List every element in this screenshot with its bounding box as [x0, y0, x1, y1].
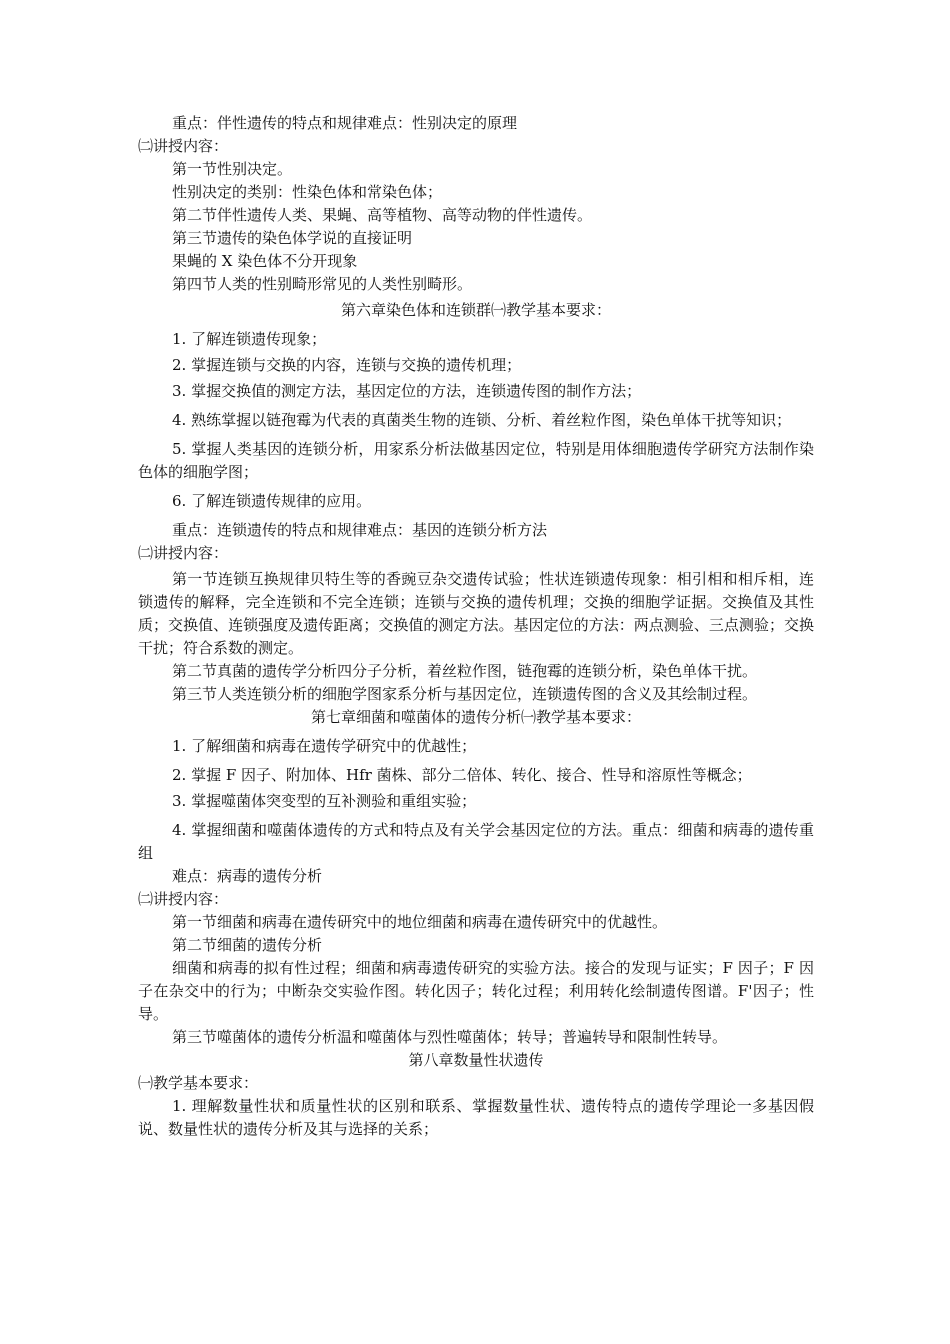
paragraph: 第一节性别决定。: [172, 160, 293, 178]
paragraph: 第四节人类的性别畸形常见的人类性别畸形。: [172, 275, 473, 293]
paragraph: 第三节人类连锁分析的细胞学图家系分析与基因定位，连锁遗传图的含义及其绘制过程。: [172, 685, 758, 703]
section-heading: ㈡讲授内容：: [138, 544, 229, 562]
list-item: 1. 了解细菌和病毒在遗传学研究中的优越性；: [172, 737, 477, 755]
document-page: [138, 112, 814, 1141]
paragraph: 难点：病毒的遗传分析: [172, 867, 323, 885]
list-item: 4. 熟练掌握以链孢霉为代表的真菌类生物的连锁、分析、着丝粒作图，染色单体干扰等知识；: [172, 411, 792, 429]
paragraph: 性别决定的类别：性染色体和常染色体；: [172, 183, 443, 201]
paragraph: 第三节噬菌体的遗传分析温和噬菌体与烈性噬菌体；转导；普遍转导和限制性转导。: [172, 1028, 728, 1046]
list-item: 4. 掌握细菌和噬菌体遗传的方式和特点及有关学会基因定位的方法。重点：细菌和病毒的遗传重组: [138, 821, 814, 862]
paragraph: 第一节细菌和病毒在遗传研究中的地位细菌和病毒在遗传研究中的优越性。: [172, 913, 668, 931]
list-item: 1. 理解数量性状和质量性状的区别和联系、掌握数量性状、遗传特点的遗传学理论一多基因假说、数量性状的遗传分析及其与选择的关系；: [138, 1097, 814, 1138]
section-heading: ㈡讲授内容：: [138, 137, 229, 155]
paragraph: 第二节真菌的遗传学分析四分子分析，着丝粒作图，链孢霉的连锁分析，染色单体干扰。: [172, 662, 758, 680]
key-points-line: 重点：伴性遗传的特点和规律难点：性别决定的原理: [172, 114, 518, 132]
section-heading: ㈠教学基本要求：: [138, 1074, 259, 1092]
chapter-title: 第六章染色体和连锁群㈠教学基本要求：: [340, 301, 611, 319]
paragraph: 细菌和病毒的拟有性过程；细菌和病毒遗传研究的实验方法。接合的发现与证实；F 因子；F 因子在杂交中的行为；中断杂交实验作图。转化因子；转化过程；利用转化绘制遗传图谱。F'因子；性导。: [138, 959, 814, 1023]
paragraph: 第二节伴性遗传人类、果蝇、高等植物、高等动物的伴性遗传。: [172, 206, 593, 224]
list-item: 3. 掌握交换值的测定方法，基因定位的方法，连锁遗传图的制作方法；: [172, 382, 642, 400]
list-item: 6. 了解连锁遗传规律的应用。: [172, 492, 372, 510]
paragraph: 第一节连锁互换规律贝特生等的香豌豆杂交遗传试验；性状连锁遗传现象：相引相和相斥相，连锁遗传的解释，完全连锁和不完全连锁；连锁与交换的遗传机理；交换的细胞学证据。交换值及其性质；交换值、连锁强度及遗传距离；交换值的测定方法。基因定位的方法：两点测验、三点测验；交换干扰；符合系数的测定。: [138, 570, 814, 657]
chapter-title: 第七章细菌和噬菌体的遗传分析㈠教学基本要求：: [310, 708, 641, 726]
list-item: 1. 了解连锁遗传现象；: [172, 330, 327, 348]
list-item: 5. 掌握人类基因的连锁分析，用家系分析法做基因定位，特别是用体细胞遗传学研究方法制作染色体的细胞学图；: [138, 440, 814, 481]
list-item: 3. 掌握噬菌体突变型的互补测验和重组实验；: [172, 792, 477, 810]
paragraph: 第二节细菌的遗传分析: [172, 936, 323, 954]
section-heading: ㈡讲授内容：: [138, 890, 229, 908]
paragraph: 第三节遗传的染色体学说的直接证明: [172, 229, 413, 247]
key-points-line: 重点：连锁遗传的特点和规律难点：基因的连锁分析方法: [172, 521, 548, 539]
list-item: 2. 掌握 F 因子、附加体、Hfr 菌株、部分二倍体、转化、接合、性导和溶原性等概念；: [172, 766, 752, 784]
paragraph: 果蝇的 X 染色体不分开现象: [172, 252, 358, 270]
list-item: 2. 掌握连锁与交换的内容，连锁与交换的遗传机理；: [172, 356, 522, 374]
chapter-title: 第八章数量性状遗传: [408, 1051, 544, 1069]
